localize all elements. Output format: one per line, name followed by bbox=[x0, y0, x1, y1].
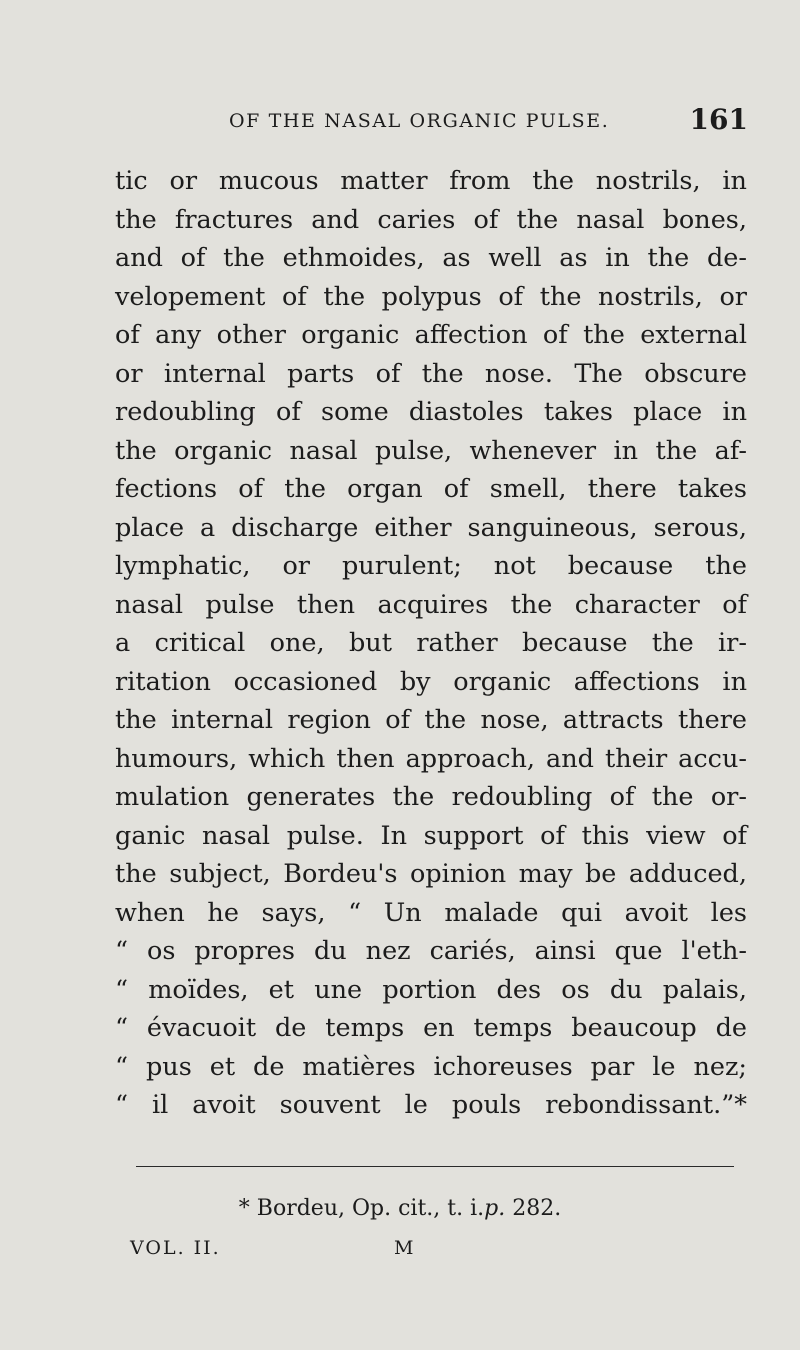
text-line: “ os propres du nez cariés, ainsi que l'eth- bbox=[115, 936, 747, 966]
running-head bbox=[115, 97, 748, 147]
body-text bbox=[115, 162, 747, 1125]
text-line: “ évacuoit de temps en temps beaucoup de bbox=[115, 1013, 747, 1043]
text-line: “ pus et de matières ichoreuses par le nez; bbox=[115, 1051, 747, 1082]
text-line: the subject, Bordeu's opinion may be adduced, bbox=[115, 859, 747, 889]
text-line: ganic nasal pulse. In support of this view of bbox=[115, 820, 747, 851]
volume-label: VOL. II. bbox=[130, 1237, 221, 1259]
text-line: ritation occasioned by organic affections in bbox=[115, 666, 747, 697]
footnote bbox=[0, 1196, 800, 1221]
text-line: velopement of the polypus of the nostrils, or bbox=[115, 281, 747, 312]
text-line: or internal parts of the nose. The obscure bbox=[115, 358, 747, 389]
text-line: place a discharge either sanguineous, serous, bbox=[115, 512, 747, 543]
text-line: fections of the organ of smell, there takes bbox=[115, 474, 747, 504]
text-line: the organic nasal pulse, whenever in the af- bbox=[115, 435, 747, 466]
page-number: 161 bbox=[689, 103, 748, 136]
running-title: OF THE NASAL ORGANIC PULSE. bbox=[229, 110, 610, 132]
text-line: “ moïdes, et une portion des os du palais, bbox=[115, 974, 747, 1005]
text-line: the internal region of the nose, attracts there bbox=[115, 705, 747, 735]
text-line: tic or mucous matter from the nostrils, in bbox=[115, 166, 747, 196]
signature-mark: M bbox=[394, 1237, 414, 1259]
text-line: humours, which then approach, and their accu- bbox=[115, 743, 747, 774]
text-line: a critical one, but rather because the ir- bbox=[115, 628, 747, 658]
text-line: mulation generates the redoubling of the or- bbox=[115, 782, 747, 812]
text-line: redoubling of some diastoles takes place in bbox=[115, 397, 747, 427]
text-line: when he says, “ Un malade qui avoit les bbox=[115, 897, 747, 928]
text-line: and of the ethmoides, as well as in the de- bbox=[115, 243, 747, 273]
text-line: lymphatic, or purulent; not because the bbox=[115, 551, 747, 581]
signature-line bbox=[130, 1237, 430, 1267]
text-line: nasal pulse then acquires the character of bbox=[115, 589, 747, 620]
footnote-page-ref: 282. bbox=[505, 1196, 562, 1221]
footnote-citation: * Bordeu, Op. cit., t. i. bbox=[238, 1196, 485, 1221]
footnote-page-abbrev: p. bbox=[484, 1196, 506, 1221]
text-line: of any other organic affection of the external bbox=[115, 320, 747, 350]
text-line: “ il avoit souvent le pouls rebondissant.”* bbox=[115, 1090, 747, 1120]
text-line: the fractures and caries of the nasal bones, bbox=[115, 204, 747, 235]
footnote-rule bbox=[136, 1166, 734, 1167]
